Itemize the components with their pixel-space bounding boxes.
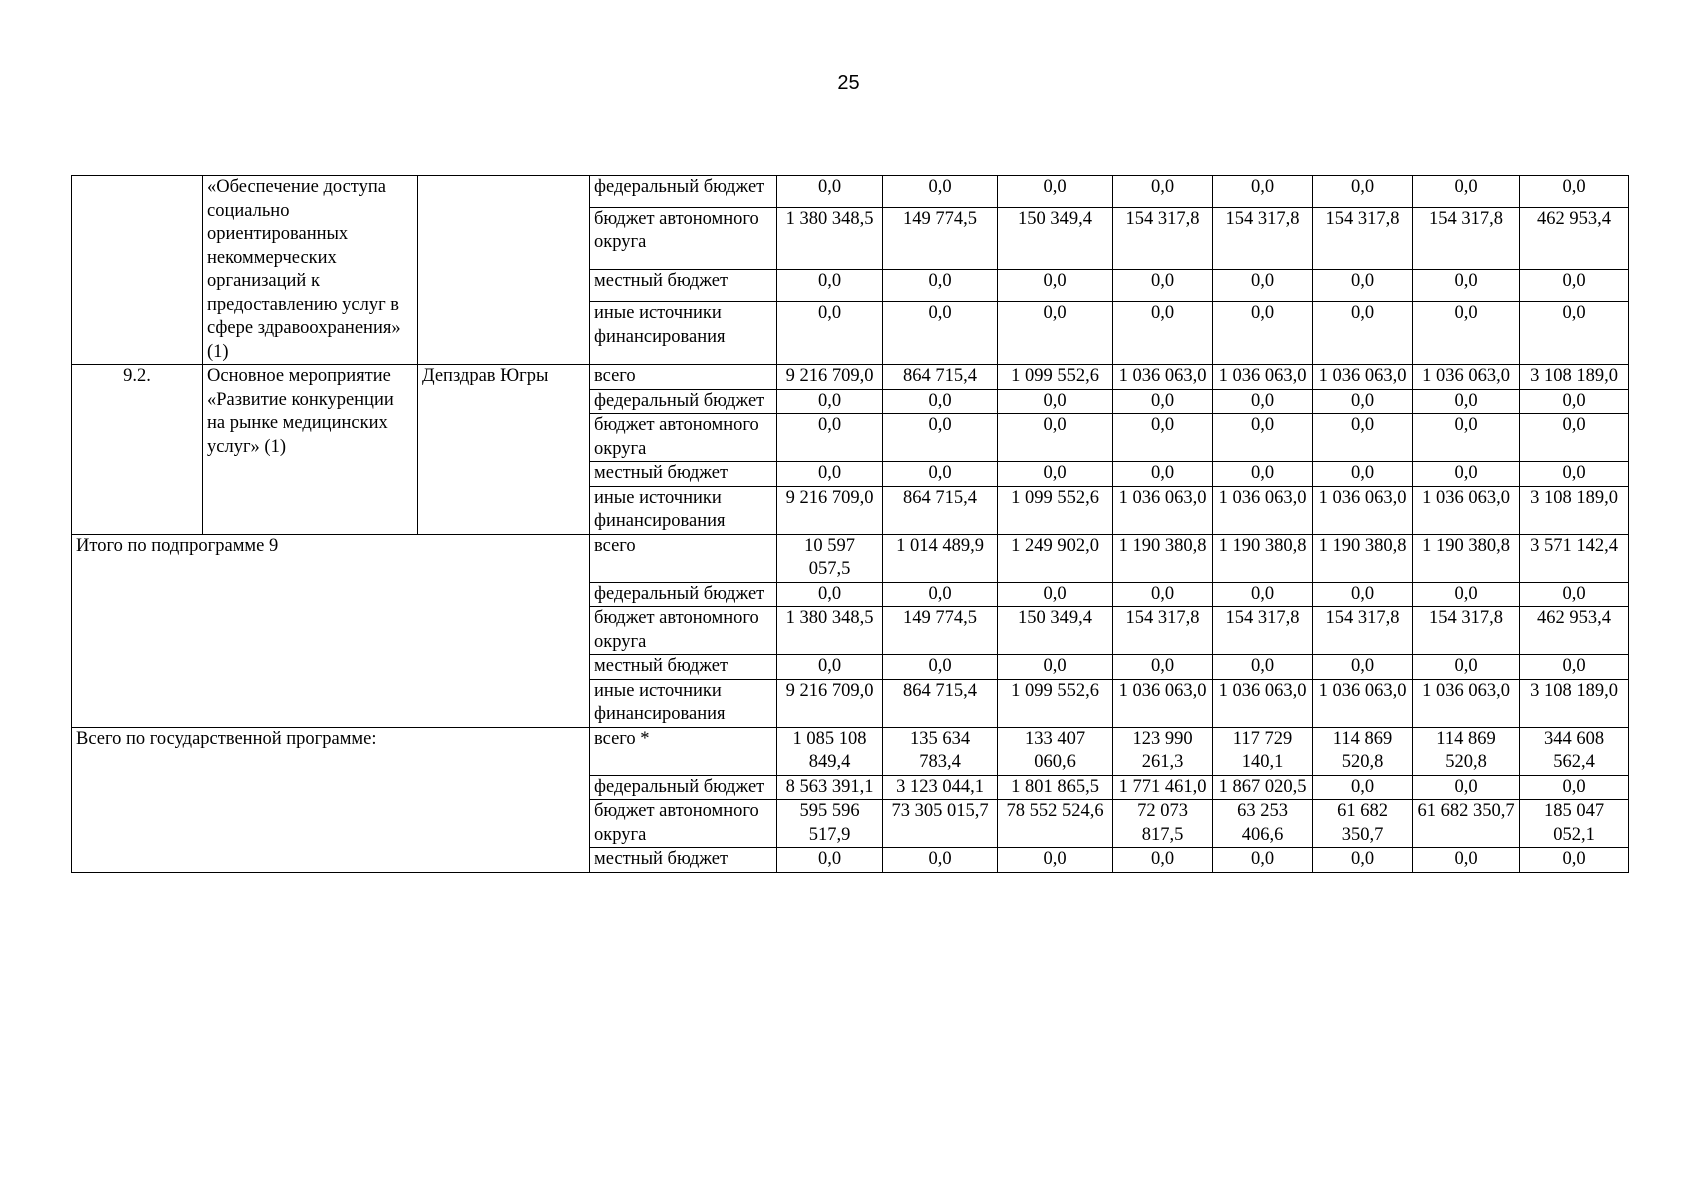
value-cell-7: 154 317,8 [1413,207,1520,270]
value-cell-7: 0,0 [1413,775,1520,800]
value-cell-7: 61 682 350,7 [1413,800,1520,848]
value-cell-8: 462 953,4 [1520,207,1629,270]
value-cell-3: 150 349,4 [998,607,1113,655]
value-cell-6: 0,0 [1313,775,1413,800]
funding-source: иные источники финансирования [590,679,777,727]
funding-source: федеральный бюджет [590,389,777,414]
total-row [72,727,1629,775]
value-cell-6: 114 869 520,8 [1313,727,1413,775]
value-cell-2: 864 715,4 [883,486,998,534]
value-cell-3: 0,0 [998,414,1113,462]
value-cell-6: 1 036 063,0 [1313,486,1413,534]
value-cell-7: 114 869 520,8 [1413,727,1520,775]
value-cell-3: 133 407 060,6 [998,727,1113,775]
value-cell-4: 0,0 [1113,848,1213,873]
value-cell-7: 1 036 063,0 [1413,486,1520,534]
value-cell-8: 0,0 [1520,655,1629,680]
value-cell-7: 0,0 [1413,848,1520,873]
value-cell-3: 0,0 [998,270,1113,302]
value-cell-3: 0,0 [998,655,1113,680]
value-cell-5: 0,0 [1213,270,1313,302]
value-cell-2: 1 014 489,9 [883,534,998,582]
page-number: 25 [837,72,860,94]
value-cell-1: 0,0 [777,302,883,365]
table-body [72,176,1629,873]
value-cell-2: 149 774,5 [883,607,998,655]
funding-source: местный бюджет [590,462,777,487]
value-cell-4: 0,0 [1113,176,1213,208]
value-cell-2: 0,0 [883,848,998,873]
value-cell-7: 0,0 [1413,176,1520,208]
value-cell-4: 0,0 [1113,270,1213,302]
funding-source: федеральный бюджет [590,582,777,607]
value-cell-5: 0,0 [1213,655,1313,680]
table-row [72,365,1629,390]
value-cell-1: 9 216 709,0 [777,486,883,534]
value-cell-4: 1 771 461,0 [1113,775,1213,800]
value-cell-8: 0,0 [1520,302,1629,365]
value-cell-5: 0,0 [1213,582,1313,607]
value-cell-4: 154 317,8 [1113,207,1213,270]
value-cell-3: 0,0 [998,462,1113,487]
value-cell-8: 0,0 [1520,582,1629,607]
activity-name: «Обеспечение доступа социально ориентированных некоммерческих организаций к предоставлению услуг в сфере здравоохранения» (1) [203,176,418,365]
value-cell-6: 0,0 [1313,582,1413,607]
value-cell-2: 0,0 [883,389,998,414]
value-cell-3: 0,0 [998,848,1113,873]
value-cell-6: 1 036 063,0 [1313,679,1413,727]
funding-source: федеральный бюджет [590,176,777,208]
value-cell-4: 0,0 [1113,302,1213,365]
value-cell-6: 0,0 [1313,389,1413,414]
funding-source: всего [590,365,777,390]
value-cell-8: 0,0 [1520,270,1629,302]
value-cell-2: 864 715,4 [883,365,998,390]
value-cell-6: 0,0 [1313,655,1413,680]
activity-number [72,176,203,365]
value-cell-5: 0,0 [1213,462,1313,487]
value-cell-3: 150 349,4 [998,207,1113,270]
value-cell-2: 0,0 [883,270,998,302]
value-cell-4: 0,0 [1113,582,1213,607]
value-cell-4: 0,0 [1113,414,1213,462]
value-cell-2: 3 123 044,1 [883,775,998,800]
value-cell-3: 1 801 865,5 [998,775,1113,800]
value-cell-8: 3 108 189,0 [1520,679,1629,727]
value-cell-1: 0,0 [777,414,883,462]
total-label: Итого по подпрограмме 9 [72,534,590,727]
value-cell-4: 0,0 [1113,389,1213,414]
value-cell-4: 154 317,8 [1113,607,1213,655]
value-cell-8: 0,0 [1520,848,1629,873]
value-cell-8: 3 108 189,0 [1520,365,1629,390]
value-cell-3: 1 099 552,6 [998,679,1113,727]
value-cell-7: 0,0 [1413,655,1520,680]
funding-source: бюджет автономного округа [590,607,777,655]
value-cell-8: 0,0 [1520,462,1629,487]
value-cell-1: 9 216 709,0 [777,365,883,390]
activity-name: Основное мероприятие «Развитие конкуренции на рынке медицинских услуг» (1) [203,365,418,535]
value-cell-1: 9 216 709,0 [777,679,883,727]
value-cell-5: 1 867 020,5 [1213,775,1313,800]
value-cell-4: 0,0 [1113,655,1213,680]
value-cell-5: 0,0 [1213,176,1313,208]
value-cell-3: 1 249 902,0 [998,534,1113,582]
value-cell-6: 1 190 380,8 [1313,534,1413,582]
value-cell-1: 1 085 108 849,4 [777,727,883,775]
value-cell-6: 0,0 [1313,848,1413,873]
value-cell-5: 1 036 063,0 [1213,365,1313,390]
value-cell-2: 864 715,4 [883,679,998,727]
value-cell-7: 1 190 380,8 [1413,534,1520,582]
value-cell-1: 10 597 057,5 [777,534,883,582]
value-cell-8: 0,0 [1520,775,1629,800]
responsible-executor [418,176,590,365]
value-cell-3: 78 552 524,6 [998,800,1113,848]
value-cell-6: 0,0 [1313,176,1413,208]
value-cell-5: 154 317,8 [1213,607,1313,655]
value-cell-8: 462 953,4 [1520,607,1629,655]
funding-source: местный бюджет [590,655,777,680]
value-cell-1: 0,0 [777,389,883,414]
value-cell-1: 0,0 [777,462,883,487]
value-cell-1: 595 596 517,9 [777,800,883,848]
value-cell-8: 344 608 562,4 [1520,727,1629,775]
value-cell-5: 0,0 [1213,848,1313,873]
responsible-executor: Депздрав Югры [418,365,590,535]
total-row [72,534,1629,582]
value-cell-6: 154 317,8 [1313,607,1413,655]
value-cell-8: 0,0 [1520,176,1629,208]
value-cell-4: 1 190 380,8 [1113,534,1213,582]
funding-source: местный бюджет [590,270,777,302]
value-cell-2: 73 305 015,7 [883,800,998,848]
value-cell-5: 0,0 [1213,414,1313,462]
funding-source: федеральный бюджет [590,775,777,800]
value-cell-6: 0,0 [1313,414,1413,462]
value-cell-2: 0,0 [883,414,998,462]
value-cell-4: 1 036 063,0 [1113,679,1213,727]
value-cell-1: 0,0 [777,582,883,607]
funding-source: всего * [590,727,777,775]
value-cell-6: 61 682 350,7 [1313,800,1413,848]
value-cell-7: 0,0 [1413,389,1520,414]
value-cell-3: 1 099 552,6 [998,486,1113,534]
value-cell-7: 0,0 [1413,462,1520,487]
value-cell-7: 0,0 [1413,582,1520,607]
value-cell-5: 0,0 [1213,302,1313,365]
funding-source: иные источники финансирования [590,486,777,534]
value-cell-3: 0,0 [998,389,1113,414]
funding-source: иные источники финансирования [590,302,777,365]
budget-table [71,175,1629,873]
value-cell-5: 0,0 [1213,389,1313,414]
value-cell-3: 1 099 552,6 [998,365,1113,390]
value-cell-5: 154 317,8 [1213,207,1313,270]
value-cell-7: 0,0 [1413,414,1520,462]
value-cell-8: 3 108 189,0 [1520,486,1629,534]
value-cell-2: 135 634 783,4 [883,727,998,775]
value-cell-2: 0,0 [883,582,998,607]
funding-source: бюджет автономного округа [590,414,777,462]
value-cell-6: 0,0 [1313,302,1413,365]
value-cell-2: 0,0 [883,462,998,487]
value-cell-8: 185 047 052,1 [1520,800,1629,848]
value-cell-4: 123 990 261,3 [1113,727,1213,775]
value-cell-1: 8 563 391,1 [777,775,883,800]
value-cell-8: 3 571 142,4 [1520,534,1629,582]
value-cell-6: 1 036 063,0 [1313,365,1413,390]
funding-source: всего [590,534,777,582]
value-cell-7: 154 317,8 [1413,607,1520,655]
value-cell-8: 0,0 [1520,389,1629,414]
value-cell-5: 117 729 140,1 [1213,727,1313,775]
value-cell-4: 1 036 063,0 [1113,486,1213,534]
table-row [72,176,1629,208]
funding-source: местный бюджет [590,848,777,873]
value-cell-3: 0,0 [998,302,1113,365]
value-cell-2: 0,0 [883,302,998,365]
value-cell-2: 149 774,5 [883,207,998,270]
value-cell-5: 1 190 380,8 [1213,534,1313,582]
value-cell-8: 0,0 [1520,414,1629,462]
value-cell-4: 72 073 817,5 [1113,800,1213,848]
value-cell-2: 0,0 [883,655,998,680]
value-cell-1: 1 380 348,5 [777,207,883,270]
value-cell-4: 0,0 [1113,462,1213,487]
value-cell-5: 1 036 063,0 [1213,486,1313,534]
value-cell-7: 1 036 063,0 [1413,365,1520,390]
value-cell-2: 0,0 [883,176,998,208]
value-cell-5: 1 036 063,0 [1213,679,1313,727]
value-cell-1: 1 380 348,5 [777,607,883,655]
value-cell-3: 0,0 [998,582,1113,607]
value-cell-1: 0,0 [777,270,883,302]
value-cell-1: 0,0 [777,176,883,208]
value-cell-7: 0,0 [1413,270,1520,302]
value-cell-6: 0,0 [1313,270,1413,302]
value-cell-6: 0,0 [1313,462,1413,487]
value-cell-7: 0,0 [1413,302,1520,365]
value-cell-1: 0,0 [777,848,883,873]
value-cell-3: 0,0 [998,176,1113,208]
funding-source: бюджет автономного округа [590,800,777,848]
value-cell-6: 154 317,8 [1313,207,1413,270]
value-cell-5: 63 253 406,6 [1213,800,1313,848]
value-cell-1: 0,0 [777,655,883,680]
total-label: Всего по государственной программе: [72,727,590,872]
funding-source: бюджет автономного округа [590,207,777,270]
activity-number: 9.2. [72,365,203,535]
value-cell-7: 1 036 063,0 [1413,679,1520,727]
value-cell-4: 1 036 063,0 [1113,365,1213,390]
